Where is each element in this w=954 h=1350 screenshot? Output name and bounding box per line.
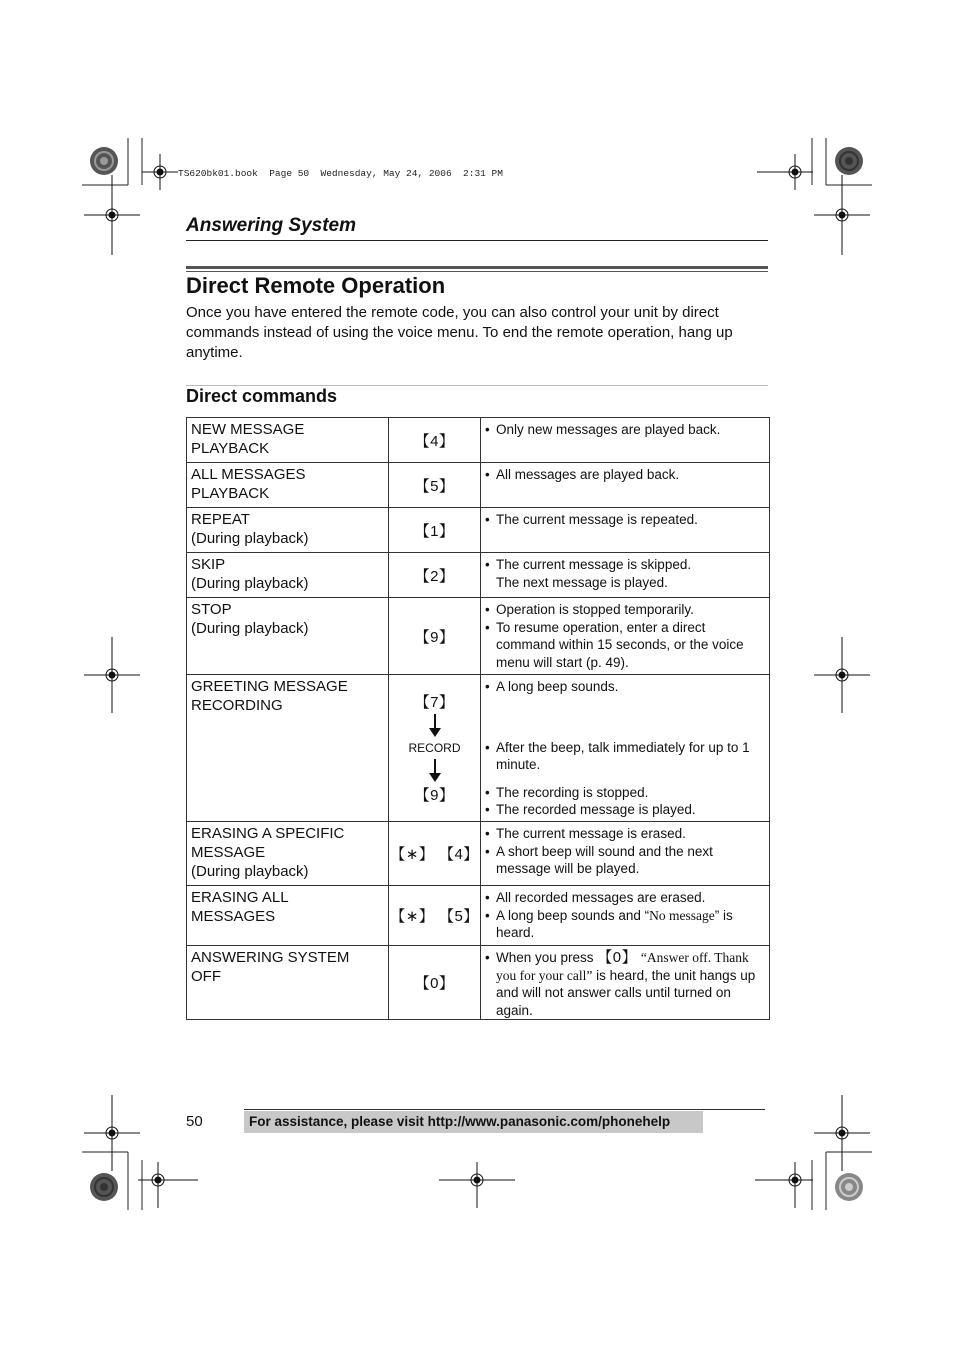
key-label: 【∗】 【4】 <box>390 846 479 863</box>
key-label: 【5】 <box>414 477 455 495</box>
table-row <box>187 508 770 553</box>
command-name-line: STOP <box>191 601 232 618</box>
page-number: 50 <box>186 1113 203 1130</box>
note-item: • A short beep will sound and the next message will be played. <box>485 843 713 876</box>
note-continuation: The next message is played. <box>496 574 668 590</box>
command-notes-cell <box>481 418 770 463</box>
command-name-cell <box>187 508 389 553</box>
record-step-label: RECORD <box>408 741 461 755</box>
command-name-line: (During playback) <box>191 620 309 637</box>
command-name-line: ERASING ALL <box>191 889 289 906</box>
arrow-down-icon <box>429 714 441 737</box>
command-name-line: ANSWERING SYSTEM <box>191 949 350 966</box>
command-key-cell <box>389 418 481 463</box>
command-name-line: OFF <box>191 968 221 985</box>
footer-rule <box>244 1109 765 1110</box>
note-item: • The recording is stopped. <box>485 784 649 800</box>
command-notes-cell <box>481 886 770 946</box>
key-label: 【0】 <box>414 975 455 992</box>
recording-key-sequence <box>389 691 480 805</box>
command-name-line: MESSAGES <box>191 908 276 925</box>
note-item: • The current message is repeated. <box>485 512 698 527</box>
command-notes-cell <box>481 946 770 1020</box>
command-name-line: (During playback) <box>191 575 309 592</box>
table-row <box>187 463 770 508</box>
note-item: • After the beep, talk immediately for up to 1 minute. <box>485 739 750 772</box>
command-name-line: GREETING MESSAGE <box>191 678 348 695</box>
section-title: Answering System <box>186 215 356 236</box>
note-item: • The current message is skipped. <box>485 557 692 572</box>
book-file-header: TS620bk01.book Page 50 Wednesday, May 24, 2006 2:31 PM <box>178 168 503 179</box>
key-label: 【7】 <box>414 694 455 711</box>
table-row <box>187 946 770 1020</box>
command-key-cell <box>389 598 481 675</box>
quoted-prompt: No message <box>649 907 715 923</box>
command-key-cell <box>389 886 481 946</box>
key-label: 【∗】 【5】 <box>390 908 479 925</box>
command-key-cell <box>389 822 481 886</box>
table-row <box>187 553 770 598</box>
command-name-cell <box>187 886 389 946</box>
note-item: • To resume operation, enter a direct command within 15 seconds, or the voice menu will start (p. 49). <box>485 619 744 670</box>
table-row <box>187 822 770 886</box>
section-rule <box>186 240 768 241</box>
note-item: • A long beep sounds and “No message” is heard. <box>485 907 733 940</box>
command-name-line: RECORDING <box>191 697 283 714</box>
command-name-line: ERASING A SPECIFIC <box>191 825 345 842</box>
page-title: Direct Remote Operation <box>186 273 446 298</box>
command-notes-cell <box>481 463 770 508</box>
direct-commands-table <box>186 417 770 1020</box>
command-key-cell <box>389 946 481 1020</box>
quoted-prompt: “Answer off. Thank you for your call” <box>496 950 749 983</box>
command-name-cell <box>187 463 389 508</box>
command-name-cell <box>187 822 389 886</box>
command-name-line: SKIP <box>191 556 226 573</box>
command-name-line: PLAYBACK <box>191 440 270 457</box>
command-name-line: REPEAT <box>191 511 250 528</box>
table-row <box>187 418 770 463</box>
key-label: 【0】 <box>597 949 638 966</box>
note-item: • When you press 【0】 “Answer off. Thank you for your call” is heard, the unit hangs up and will not answer calls until turned on again. <box>485 949 756 1018</box>
command-name-line: ALL MESSAGES <box>191 466 306 483</box>
table-row <box>187 598 770 675</box>
command-notes-cell <box>481 675 770 822</box>
command-name-cell <box>187 553 389 598</box>
note-item: • The current message is erased. <box>485 826 686 841</box>
command-name-line: NEW MESSAGE <box>191 421 305 438</box>
command-name-cell <box>187 946 389 1020</box>
command-name-cell <box>187 418 389 463</box>
command-name-line: (During playback) <box>191 530 309 547</box>
title-rule <box>186 266 768 272</box>
command-name-line: (During playback) <box>191 863 309 880</box>
command-name-cell <box>187 598 389 675</box>
note-item: • All messages are played back. <box>485 467 680 482</box>
note-item: • All recorded messages are erased. <box>485 890 706 905</box>
key-label: 【4】 <box>414 432 455 450</box>
command-notes-cell <box>481 598 770 675</box>
arrow-down-icon <box>429 759 441 782</box>
assistance-banner: For assistance, please visit http://www.panasonic.com/phonehelp <box>244 1111 703 1133</box>
table-row <box>187 675 770 822</box>
key-label: 【9】 <box>414 628 455 646</box>
subheading: Direct commands <box>186 386 338 406</box>
command-key-cell <box>389 463 481 508</box>
command-notes-cell <box>481 553 770 598</box>
command-key-cell <box>389 553 481 598</box>
command-notes-cell <box>481 822 770 886</box>
intro-paragraph: Once you have entered the remote code, you can also control your unit by direct commands instead of using the voice menu. To end the remote operation, hang up anytime. <box>186 304 733 361</box>
command-name-line: PLAYBACK <box>191 485 270 502</box>
table-row <box>187 886 770 946</box>
key-label: 【1】 <box>414 522 455 540</box>
note-item: • A long beep sounds. <box>485 679 619 694</box>
key-label: 【2】 <box>414 567 455 585</box>
key-label: 【9】 <box>414 787 455 804</box>
command-name-line: MESSAGE <box>191 844 266 861</box>
note-item: • The recorded message is played. <box>485 802 696 817</box>
note-item: • Operation is stopped temporarily. <box>485 602 694 617</box>
command-name-cell <box>187 675 389 822</box>
command-key-cell <box>389 675 481 822</box>
note-item: • Only new messages are played back. <box>485 422 721 437</box>
command-notes-cell <box>481 508 770 553</box>
command-key-cell <box>389 508 481 553</box>
